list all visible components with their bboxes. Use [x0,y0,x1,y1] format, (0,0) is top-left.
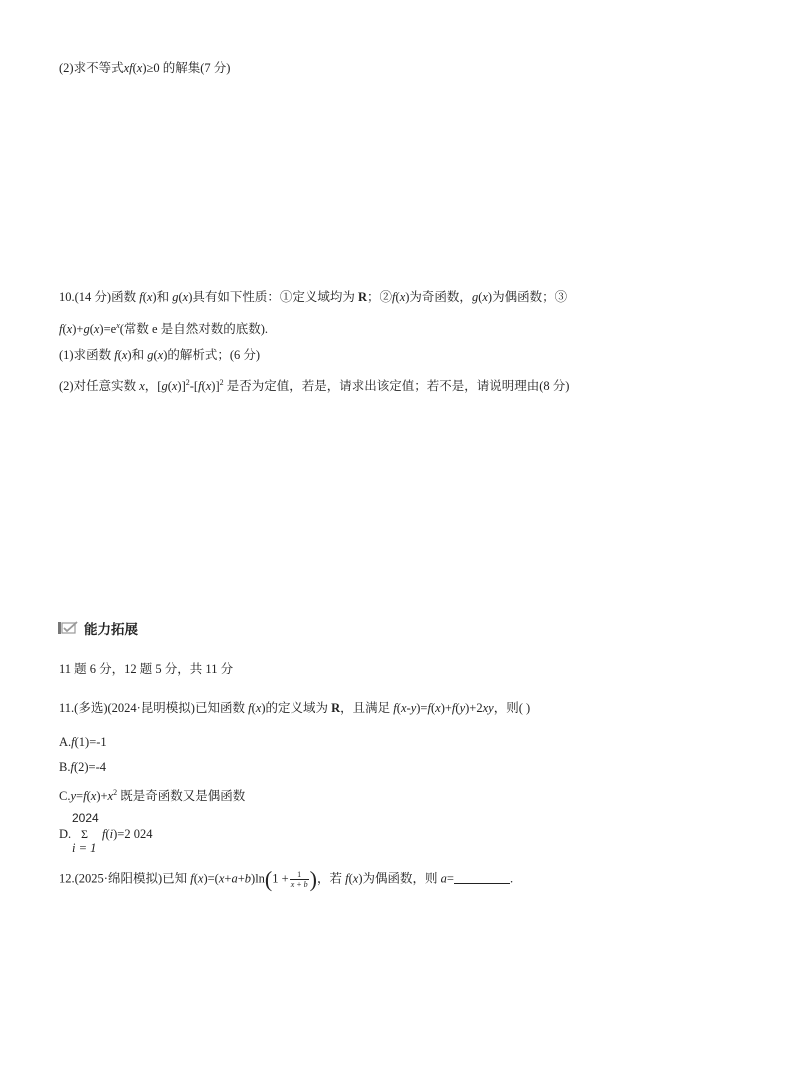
q10-part1: (1)求函数 f(x)和 g(x)的解析式；(6 分) [59,348,261,362]
option-d[interactable] [59,811,199,855]
option-a[interactable]: A.f(1)=-1 [59,735,107,749]
q9-part2: (2)求不等式xf(x)≥0 的解集(7 分) [59,61,231,75]
sum-expression: f(i)=2 024 [102,827,153,841]
fraction: $\frac{1}{x + b}$ [290,870,308,889]
checkmark-box-icon [58,621,78,635]
q10-stem-line1: 10.(14 分)函数 f(x)和 g(x)具有如下性质：①定义域均为 R；②f(x)为奇函数，g(x)为偶函数；③ [59,290,568,304]
section-title: 能力拓展 [84,622,138,637]
sum-lower-limit: i = 1 [72,841,97,855]
q11-stem: 11.(多选)(2024·昆明模拟)已知函数 f(x)的定义域为 R，且满足 f(x-y)=f(x)+f(y)+2xy，则( ) [59,701,531,715]
q10-stem-line2: $f(x)+g(x)=e^x$(常数 e 是自然对数的底数). [59,321,268,336]
q10-part2: (2)对任意实数 x，$[g(x)]^2-[f(x)]^2$ 是否为定值，若是，请求出该定值；若不是，请说明理由(8 分) [59,378,570,393]
option-d-label: D. [59,827,72,841]
option-c[interactable]: $C.y=f(x)+x^2$ 既是奇函数又是偶函数 [59,788,246,803]
sum-upper-limit: 2024 [72,811,99,825]
option-b[interactable]: B.f(2)=-4 [59,760,106,774]
q12-stem: 12.(2025·绵阳模拟)已知 f(x)=(x+a+b)ln(1 + $\frac{1}{x + b}$ )，若 f(x)为偶函数，则 a= . [59,866,514,892]
answer-blank[interactable] [454,871,510,884]
score-note: 11 题 6 分，12 题 5 分，共 11 分 [59,662,234,676]
sigma-symbol: Σ [81,827,88,841]
section-header [58,618,138,638]
